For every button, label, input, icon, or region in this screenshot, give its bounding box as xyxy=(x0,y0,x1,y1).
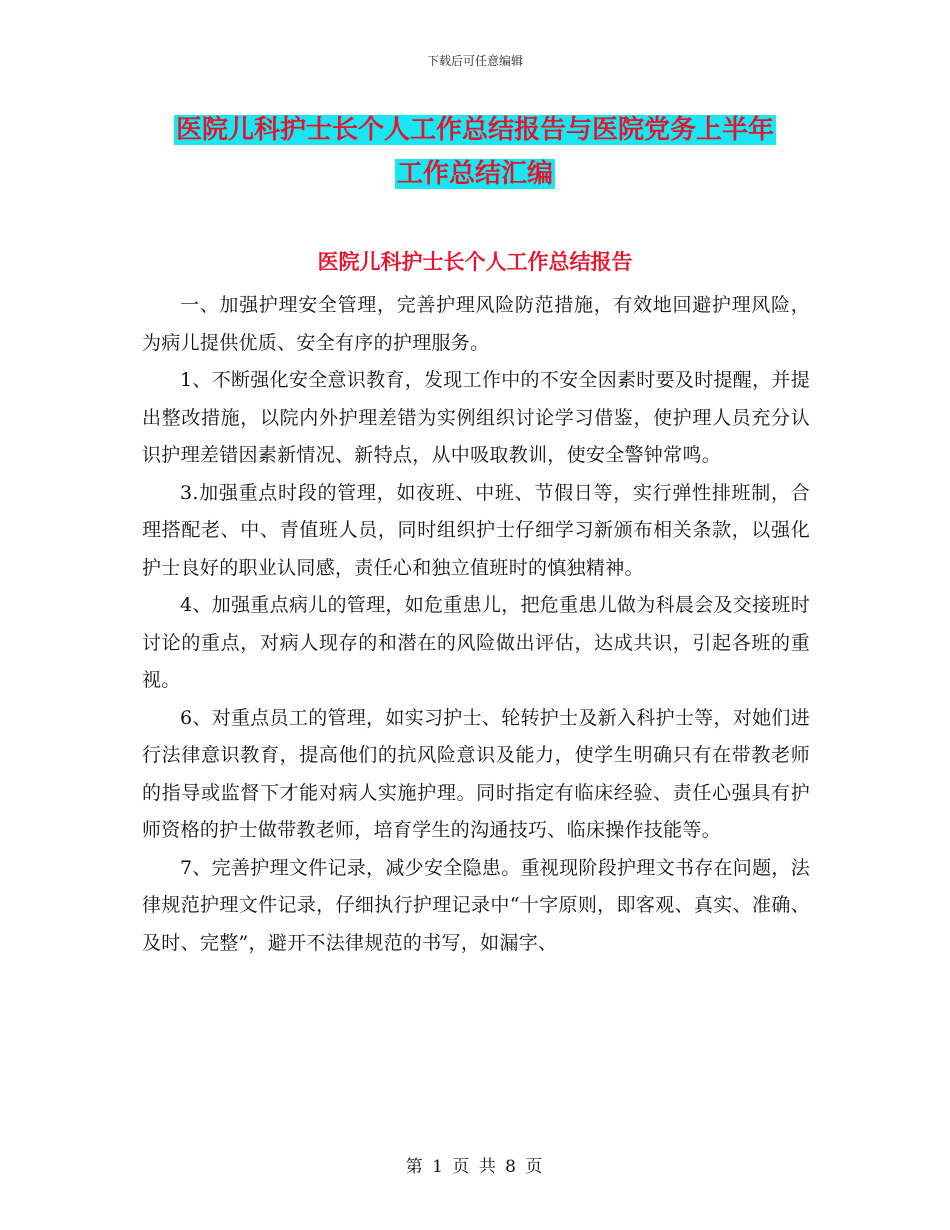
paragraph: 4、加强重点病儿的管理，如危重患儿，把危重患儿做为科晨会及交接班时讨论的重点，对病人现存的和潜在的风险做出评估，达成共识，引起各班的重视。 xyxy=(142,594,810,691)
section-title: 医院儿科护士长个人工作总结报告 xyxy=(317,250,633,274)
page-number: 第 1 页 共 8 页 xyxy=(405,1157,545,1177)
document-title xyxy=(90,108,860,196)
paragraph: 3.加强重点时段的管理，如夜班、中班、节假日等，实行弹性排班制，合理搭配老、中、青值班人员，同时组织护士仔细学习新颁布相关条款，以强化护士良好的职业认同感，责任心和独立值班时的慎独精神。 xyxy=(142,481,810,579)
body-text xyxy=(142,287,810,962)
paragraph: 1、不断强化安全意识教育，发现工作中的不安全因素时要及时提醒，并提出整改措施，以院内外护理差错为实例组织讨论学习借鉴，使护理人员充分认识护理差错因素新情况、新特点，从中吸取教训，使安全警钟常鸣。 xyxy=(142,369,810,466)
header-note: 下载后可任意编辑 xyxy=(426,54,523,68)
paragraph: 6、对重点员工的管理，如实习护士、轮转护士及新入科护士等，对她们进行法律意识教育，提高他们的抗风险意识及能力，使学生明确只有在带教老师的指导或监督下才能对病人实施护理。同时指定有临床经验、责任心强具有护师资格的护士做带教老师，培育学生的沟通技巧、临床操作技能等。 xyxy=(142,706,810,841)
paragraph: 7、完善护理文件记录，减少安全隐患。重视现阶段护理文书存在问题，法律规范护理文件记录，仔细执行护理记录中“十字原则，即客观、真实、准确、及时、完整”，避开不法律规范的书写，如漏字、 xyxy=(142,856,810,954)
paragraph: 一、加强护理安全管理，完善护理风险防范措施，有效地回避护理风险，为病儿提供优质、安全有序的护理服务。 xyxy=(142,294,810,354)
document-title-line-1: 医院儿科护士长个人工作总结报告与医院党务上半年 xyxy=(175,115,774,145)
document-title-line-2: 工作总结汇编 xyxy=(396,159,553,189)
